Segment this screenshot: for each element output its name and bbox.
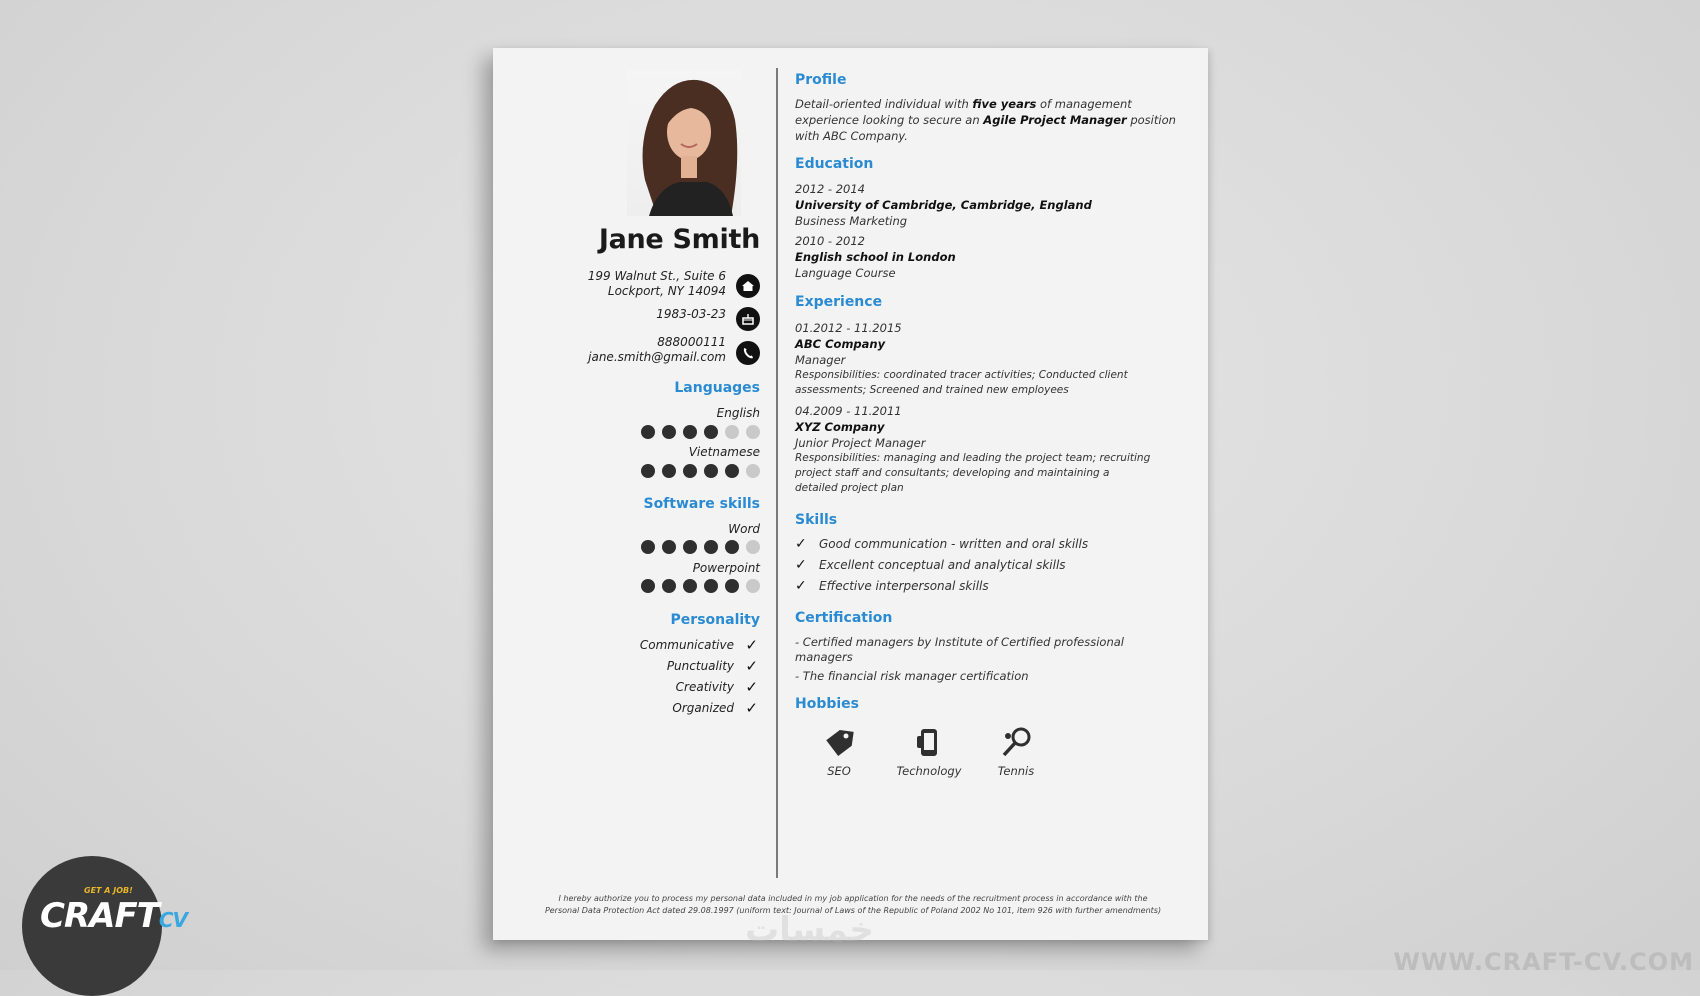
- software-label-powerpoint: Powerpoint: [692, 561, 760, 575]
- tennis-racket-icon: [999, 726, 1033, 758]
- hobby-item: [889, 726, 969, 778]
- certification-item-cont: managers: [795, 650, 853, 664]
- hobby-item: [799, 726, 879, 778]
- profile-text: experience looking to secure an: [795, 113, 980, 127]
- logo-text: [40, 896, 187, 936]
- email: jane.smith@gmail.com: [588, 350, 726, 364]
- candidate-name: Jane Smith: [598, 224, 760, 255]
- experience-company: ABC Company: [795, 337, 886, 351]
- level-dot-empty: [746, 540, 760, 554]
- hobby-label: Technology: [896, 764, 962, 778]
- certification-title: Certification: [795, 610, 893, 626]
- skills-title: Skills: [795, 512, 838, 528]
- personality-item: [560, 659, 760, 677]
- hobby-label: Tennis: [997, 764, 1035, 778]
- level-dot-empty: [746, 579, 760, 593]
- level-dot-filled: [683, 425, 697, 439]
- level-dot-filled: [641, 464, 655, 478]
- level-dot-filled: [641, 425, 655, 439]
- education-field: Language Course: [795, 266, 896, 280]
- hobby-item: [976, 726, 1056, 778]
- craft-cv-logo: [22, 856, 188, 996]
- address-line2: Lockport, NY 14094: [607, 284, 726, 298]
- logo-tagline: GET A JOB!: [84, 886, 133, 895]
- phone-icon: [736, 341, 760, 365]
- logo-cv: CV: [158, 908, 188, 932]
- language-level-english: [641, 425, 760, 439]
- experience-role: Manager: [795, 353, 846, 367]
- phone-icon: [912, 726, 946, 758]
- level-dot-empty: [746, 425, 760, 439]
- language-level-vietnamese: [641, 464, 760, 478]
- level-dot-filled: [704, 540, 718, 554]
- experience-responsibilities: project staff and consultants; developing and maintaining a: [795, 467, 1110, 479]
- level-dot-filled: [662, 464, 676, 478]
- education-school: University of Cambridge, Cambridge, England: [795, 198, 1092, 212]
- check-icon: ✓: [795, 578, 807, 594]
- level-dot-filled: [641, 540, 655, 554]
- education-school: English school in London: [795, 250, 956, 264]
- profile-photo: [627, 70, 741, 216]
- language-label-english: English: [716, 406, 760, 420]
- check-icon: ✓: [745, 636, 758, 654]
- experience-company: XYZ Company: [795, 420, 885, 434]
- profile-highlight: five years: [972, 97, 1037, 111]
- column-divider: [776, 68, 778, 878]
- education-years: 2012 - 2014: [795, 182, 865, 196]
- profile-text-line3: with ABC Company.: [795, 129, 908, 143]
- experience-dates: 04.2009 - 11.2011: [795, 404, 902, 418]
- personality-item: [560, 680, 760, 698]
- experience-dates: 01.2012 - 11.2015: [795, 321, 902, 335]
- skill-item: [795, 557, 1066, 573]
- hobbies-title: Hobbies: [795, 696, 860, 712]
- check-icon: ✓: [745, 678, 758, 696]
- level-dot-filled: [662, 540, 676, 554]
- personality-label: Punctuality: [666, 659, 734, 673]
- experience-responsibilities: Responsibilities: coordinated tracer activities; Conducted client: [795, 369, 1128, 381]
- level-dot-filled: [683, 464, 697, 478]
- profile-text-line1: [795, 96, 1132, 112]
- level-dot-filled: [725, 579, 739, 593]
- website-url: WWW.CRAFT-CV.COM: [1393, 948, 1694, 976]
- check-icon: ✓: [795, 557, 807, 573]
- birthdate: 1983-03-23: [656, 307, 726, 321]
- software-label-word: Word: [728, 522, 760, 536]
- hobby-label: SEO: [827, 764, 851, 778]
- level-dot-filled: [641, 579, 655, 593]
- skill-item: [795, 536, 1088, 552]
- certification-item: - The financial risk manager certification: [795, 669, 1029, 683]
- level-dot-filled: [725, 540, 739, 554]
- skill-label: Excellent conceptual and analytical skills: [819, 558, 1066, 572]
- level-dot-filled: [683, 579, 697, 593]
- skill-label: Good communication - written and oral skills: [819, 537, 1089, 551]
- watermark: خمسات: [745, 910, 874, 950]
- level-dot-filled: [662, 579, 676, 593]
- skill-item: [795, 578, 989, 594]
- software-level-powerpoint: [641, 579, 760, 593]
- profile-text: position: [1130, 113, 1176, 127]
- tag-icon: [822, 726, 856, 758]
- phone: 888000111: [657, 335, 726, 349]
- level-dot-filled: [704, 425, 718, 439]
- address-line1: 199 Walnut St., Suite 6: [587, 269, 726, 283]
- languages-title: Languages: [674, 380, 760, 396]
- profile-highlight: Agile Project Manager: [983, 113, 1127, 127]
- experience-title: Experience: [795, 294, 883, 310]
- personality-title: Personality: [670, 612, 760, 628]
- check-icon: ✓: [795, 536, 807, 552]
- profile-text: of management: [1040, 97, 1132, 111]
- level-dot-filled: [683, 540, 697, 554]
- level-dot-filled: [662, 425, 676, 439]
- experience-responsibilities: detailed project plan: [795, 482, 904, 494]
- software-skills-title: Software skills: [643, 496, 760, 512]
- check-icon: ✓: [745, 657, 758, 675]
- skill-label: Effective interpersonal skills: [819, 579, 989, 593]
- cake-icon: [736, 307, 760, 331]
- certification-item: - Certified managers by Institute of Certified professional: [795, 635, 1124, 649]
- language-label-vietnamese: Vietnamese: [688, 445, 760, 459]
- experience-role: Junior Project Manager: [795, 436, 926, 450]
- check-icon: ✓: [745, 699, 758, 717]
- level-dot-filled: [704, 464, 718, 478]
- personality-label: Communicative: [639, 638, 734, 652]
- education-title: Education: [795, 156, 874, 172]
- software-level-word: [641, 540, 760, 554]
- experience-responsibilities: assessments; Screened and trained new employees: [795, 384, 1069, 396]
- level-dot-filled: [704, 579, 718, 593]
- profile-text-line2: [795, 112, 1176, 128]
- personality-label: Organized: [672, 701, 734, 715]
- resume-page: [493, 48, 1208, 940]
- education-years: 2010 - 2012: [795, 234, 865, 248]
- profile-title: Profile: [795, 72, 847, 88]
- home-icon: [736, 274, 760, 298]
- profile-text: Detail-oriented individual with: [795, 97, 969, 111]
- experience-responsibilities: Responsibilities: managing and leading the project team; recruiting: [795, 452, 1151, 464]
- personality-label: Creativity: [675, 680, 734, 694]
- education-field: Business Marketing: [795, 214, 908, 228]
- consent-line1: I hereby authorize you to process my personal data included in my job application for the needs of the recruitment process in accordance with the: [558, 894, 1148, 903]
- level-dot-empty: [725, 425, 739, 439]
- logo-main: CRAFT: [40, 896, 159, 936]
- consent-line2: Personal Data Protection Act dated 29.08.1997 (uniform text: Journal of Laws of the Republic of Poland 2002 No 101, item 926 with further amendments): [544, 906, 1162, 915]
- personality-item: [560, 701, 760, 719]
- personality-item: [560, 638, 760, 656]
- level-dot-empty: [746, 464, 760, 478]
- level-dot-filled: [725, 464, 739, 478]
